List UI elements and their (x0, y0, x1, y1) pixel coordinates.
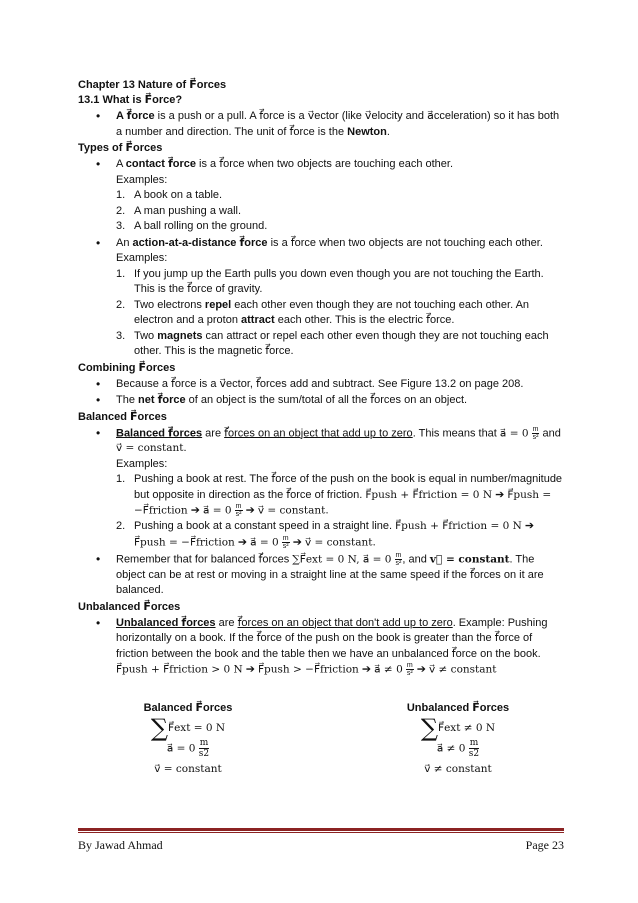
list-item: 1. If you jump up the Earth pulls you down even though you are not touching the Earth. This is the f⃗orce of gravity. (116, 267, 544, 295)
footer-rule-thin (78, 832, 564, 833)
list-item: 2. Pushing a book at a constant speed in a straight line. F⃗push + F⃗friction = 0 N ➔ F⃗push = −F⃗friction ➔ a⃗ = 0 $\frac{m}{\text{s²}}$ ➔ v⃗ = constant. (116, 520, 535, 550)
chapter-title: Chapter 13 Nature of F⃗orces (78, 79, 227, 91)
examples-label: Examples: (116, 173, 168, 186)
footer-rule (78, 828, 564, 831)
summary-table (78, 698, 564, 808)
balanced-definition-item: • Balanced f⃗orces are f⃗orces on an object that add up to zero. This means that a⃗ = 0 $\frac{m}{\text{s²}}$ and v⃗ = constant. Examples: 1. Pushing a book at rest. The f⃗orce of the push on the book is equal in number/magnitude but opposite in direction as the f⃗orce of friction. F⃗push + F⃗friction = 0 N ➔ F⃗push = −F⃗friction ➔ a⃗ = 0 $\frac{m}{\text{s²}}$ ➔ v⃗ = constant. 2. Pushing a book at a constant speed in a straight line. F⃗push + F⃗friction = 0 N ➔ F⃗push = −F⃗friction ➔ a⃗ = 0 $\frac{m}{\text{s²}}$ ➔ v⃗ = constant. (78, 426, 564, 551)
page-number: Page 23 (525, 838, 564, 852)
section-what-is-force-heading: 13.1 What is F⃗orce? (78, 94, 183, 106)
list-item: 3. A ball rolling on the ground. (116, 220, 268, 232)
balanced-forces-heading: Balanced F⃗orces (78, 410, 167, 423)
footer-author: By Jawad Ahmad (78, 838, 163, 852)
types-of-forces-heading: Types of F⃗orces (78, 142, 163, 154)
combining-forces-heading: Combining F⃗orces (78, 361, 176, 374)
unbalanced-definition-item: • Unbalanced f⃗orces are f⃗orces on an object that don't add up to zero. Example: Pushing horizontally on a book. If the f⃗orce of the push on the book is greater than the f⃗orce of friction between the book and the table then we have an unbalanced f⃗orce on the book. F⃗push + F⃗friction > 0 N ➔ F⃗push > −F⃗friction ➔ a⃗ ≠ 0 $\frac{m}{\text{s²}}$ ➔ v⃗ ≠ constant (78, 616, 564, 678)
list-item: 1. A book on a table. (116, 189, 223, 201)
balanced-summary: Balanced F⃗orces ∑F⃗ext = 0 N a⃗ = 0 $\frac{m}{s2}$ v⃗ = constant (143, 702, 233, 775)
footer (78, 838, 564, 853)
force-definition-item: • A f⃗orce is a push or a pull. A f⃗orce is a v⃗ector (like v⃗elocity and a⃗cceleration) so it has both a number and direction. The unit of f⃗orce is the Newton. (78, 109, 564, 140)
page-content (78, 78, 564, 679)
list-item: • Because a f⃗orce is a v⃗ector, f⃗orces add and subtract. See Figure 13.2 on page 208. (78, 377, 564, 393)
balanced-remember-item: • Remember that for balanced f⃗orces ∑F⃗ext = 0 N, a⃗ = 0 $\frac{m}{\text{s²}}$ , and v⃗ = constant. The object can be at rest or moving in a straight line at the same speed if the f⃗orces on it are balanced. (78, 552, 564, 599)
contact-force-item: • A contact f⃗orce is a f⃗orce when two objects are touching each other. Examples: 1. A book on a table. 2. A man pushing a wall. 3. A ball rolling on the ground. (78, 157, 564, 235)
action-at-a-distance-item: • An action-at-a-distance f⃗orce is a f⃗orce when two objects are not touching each other. Examples: 1. If you jump up the Earth pulls you down even though you are not touching the Earth. This is the f⃗orce of gravity. 2. Two electrons repel each other even though they are not touching each other. An electron and a proton attract each other. This is the electric f⃗orce. 3. Two magnets can attract or repel each other even though they are not touching each other. This is the magnetic f⃗orce. (78, 236, 564, 360)
unbalanced-forces-heading: Unbalanced F⃗orces (78, 600, 181, 613)
list-item: 3. Two magnets can attract or repel each other even though they are not touching each other. This is the magnetic f⃗orce. (116, 329, 549, 357)
examples-label: Examples: (116, 252, 168, 264)
list-item: 1. Pushing a book at rest. The f⃗orce of the push on the book is equal in number/magnitude but opposite in direction as the f⃗orce of friction. F⃗push + F⃗friction = 0 N ➔ F⃗push = −F⃗friction ➔ a⃗ = 0 $\frac{m}{\text{s²}}$ ➔ v⃗ = constant. (116, 473, 563, 519)
examples-label: Examples: (116, 457, 168, 470)
list-item: 2. A man pushing a wall. (116, 204, 242, 217)
unbalanced-summary: Unbalanced F⃗orces ∑F⃗ext ≠ 0 N a⃗ ≠ 0 $\frac{m}{s2}$ v⃗ ≠ constant (406, 702, 510, 775)
list-item: 2. Two electrons repel each other even though they are not touching each other. An electron and a proton attract each other. This is the electric f⃗orce. (116, 298, 530, 326)
net-force-item: • The net f⃗orce of an object is the sum/total of all the f⃗orces on an object. (78, 393, 564, 409)
